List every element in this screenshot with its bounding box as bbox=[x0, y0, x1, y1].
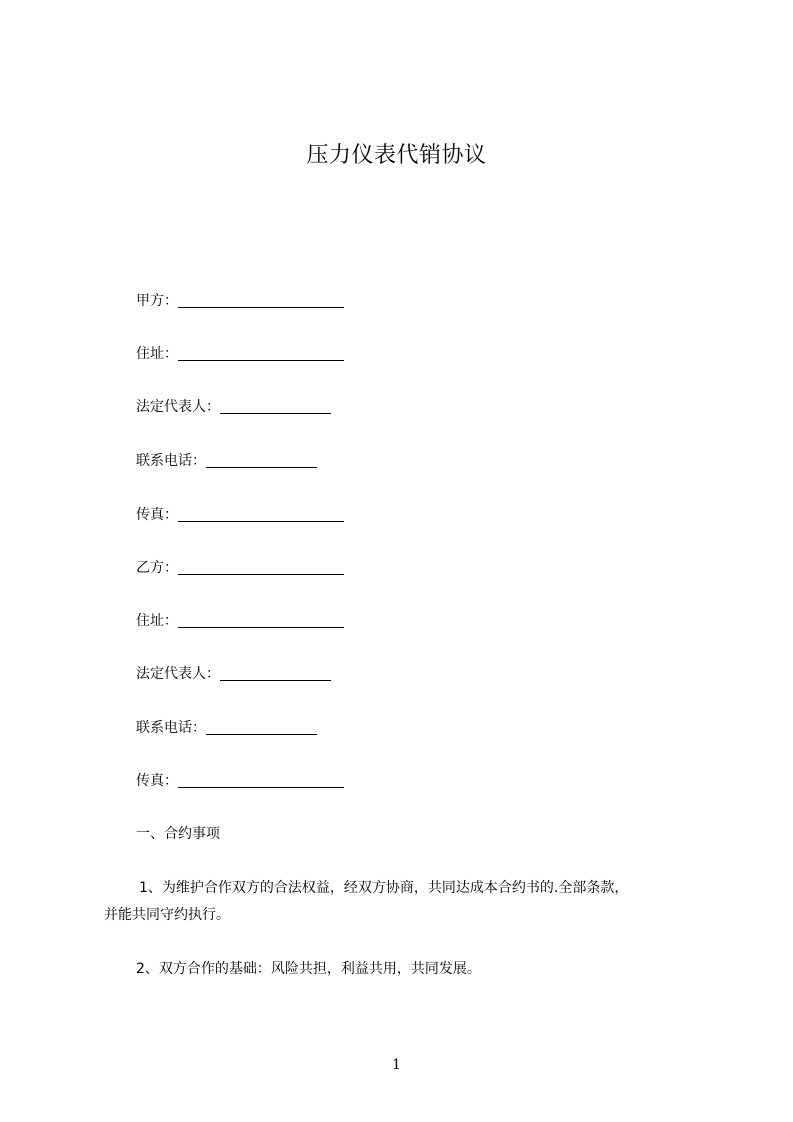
party-b-phone-field bbox=[136, 717, 317, 739]
clause-1-line-2: 并能共同守约执行。 bbox=[104, 907, 230, 923]
party-a-phone-label: 联系电话： bbox=[136, 453, 206, 469]
party-b-label: 乙方： bbox=[136, 560, 178, 576]
party-a-address-field bbox=[136, 343, 344, 365]
party-a-address-label: 住址： bbox=[136, 346, 178, 362]
party-b-address-field bbox=[136, 610, 344, 632]
clause-2: 2、双方合作的基础：风险共担，利益共用，共同发展。 bbox=[136, 961, 481, 977]
party-b-address-label: 住址： bbox=[136, 613, 178, 629]
party-b-fax-label: 传真： bbox=[136, 773, 178, 789]
party-a-legal-rep-field bbox=[136, 396, 331, 418]
page-number: 1 bbox=[392, 1057, 401, 1073]
party-a-fax-field bbox=[136, 504, 344, 526]
party-b-phone-label: 联系电话： bbox=[136, 720, 206, 736]
party-a-label: 甲方： bbox=[136, 293, 178, 309]
clause-1-line-1: 1、为维护合作双方的合法权益，经双方协商，共同达成本合约书的.全部条款， bbox=[139, 880, 629, 896]
document-title: 压力仪表代销协议 bbox=[306, 143, 487, 168]
party-b-phone-blank-line[interactable] bbox=[206, 734, 317, 735]
party-b-fax-field bbox=[136, 770, 344, 792]
party-b-field bbox=[136, 557, 344, 579]
party-b-legal-rep-blank-line[interactable] bbox=[220, 680, 331, 681]
party-b-address-blank-line[interactable] bbox=[178, 627, 344, 628]
party-a-fax-label: 传真： bbox=[136, 507, 178, 523]
party-a-blank-line[interactable] bbox=[178, 307, 344, 308]
party-a-fax-blank-line[interactable] bbox=[178, 521, 344, 522]
party-a-legal-rep-label: 法定代表人： bbox=[136, 399, 220, 415]
party-b-fax-blank-line[interactable] bbox=[178, 787, 344, 788]
party-a-phone-field bbox=[136, 450, 317, 472]
party-a-legal-rep-blank-line[interactable] bbox=[220, 413, 331, 414]
party-a-address-blank-line[interactable] bbox=[178, 360, 344, 361]
party-a-field bbox=[136, 290, 344, 312]
party-b-legal-rep-label: 法定代表人： bbox=[136, 666, 220, 682]
party-b-legal-rep-field bbox=[136, 663, 331, 685]
section-1-heading: 一、合约事项 bbox=[136, 826, 220, 842]
party-b-blank-line[interactable] bbox=[178, 574, 344, 575]
party-a-phone-blank-line[interactable] bbox=[206, 467, 317, 468]
